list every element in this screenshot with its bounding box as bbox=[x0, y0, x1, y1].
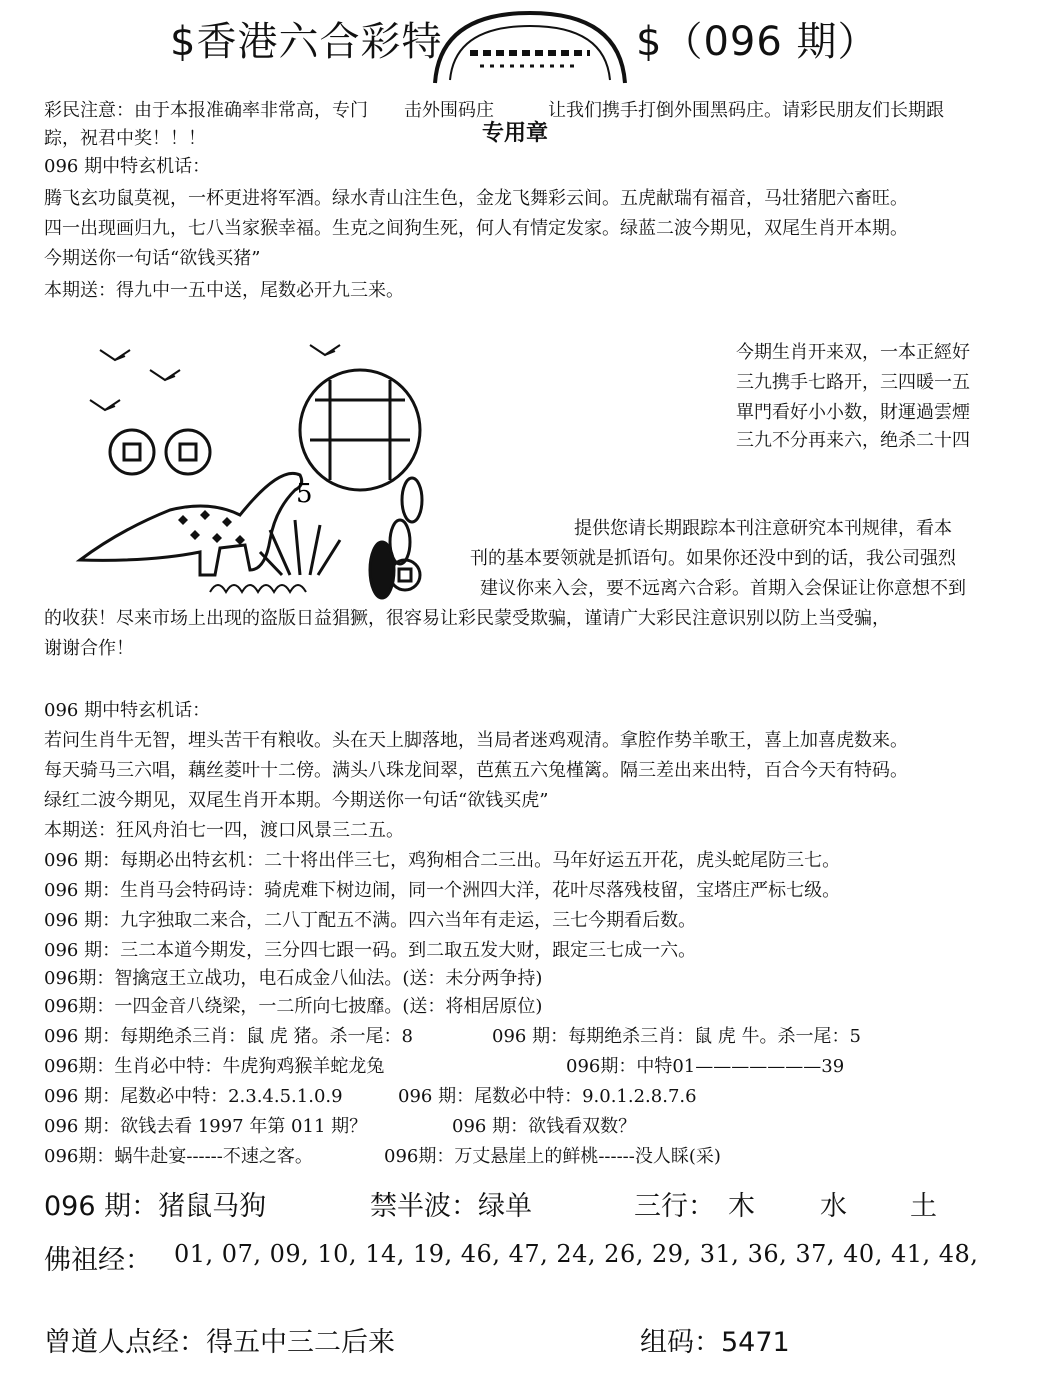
pair-left: 096 期：尾数必中特：2.3.4.5.1.0.9 bbox=[44, 1086, 343, 1107]
bird-icon bbox=[90, 345, 340, 410]
advice-line: 谢谢合作！ bbox=[44, 638, 134, 659]
intro-line-1b: 击外围码庄 bbox=[404, 100, 494, 121]
buddha-label: 佛祖经： bbox=[44, 1245, 152, 1276]
pair-right: 096期：中特01———————39 bbox=[566, 1056, 845, 1077]
pair-left: 096期：生肖必中特：牛虎狗鸡猴羊蛇龙兔 bbox=[44, 1056, 385, 1077]
section2-line: 096 期：每期必出特玄机：二十将出伴三七，鸡狗相合二三出。马年好运五开花，虎头蛇尾防三七。 bbox=[44, 850, 841, 871]
section1-line: 今期送你一句话“欲钱买猪” bbox=[44, 248, 261, 269]
section2-heading: 096 期中特玄机话： bbox=[44, 700, 211, 721]
pair-right: 096期：万丈悬崖上的鲜桃------没人睬(采) bbox=[384, 1146, 721, 1167]
summary-element: 木 bbox=[728, 1191, 755, 1222]
poem-line: 三九不分再来六，绝杀二十四 bbox=[736, 430, 970, 451]
taoist-line: 曾道人点经：得五中三二后来 bbox=[44, 1327, 395, 1358]
section2-line: 096期：一四金音八绕梁，一二所向七披靡。(送：将相居原位) bbox=[44, 996, 543, 1017]
poem-line: 三九携手七路开，三四暖一五 bbox=[736, 372, 970, 393]
summary-ban: 禁半波：绿单 bbox=[370, 1191, 532, 1222]
section2-line: 096 期：三二本道今期发，三分四七跟一码。到二取五发大财，跟定三七成一六。 bbox=[44, 940, 697, 961]
section2-line: 每天骑马三六唱，藕丝菱叶十二傍。满头八珠龙间翠，芭蕉五六兔槿篱。隔三差出来出特，百合今天有特码。 bbox=[44, 760, 908, 781]
dinosaur-illustration-icon bbox=[60, 330, 480, 610]
section2-line: 096 期：生肖马会特码诗：骑虎难下树边闹，同一个洲四大洋，花叶尽落残枝留，宝塔庄严标七级。 bbox=[44, 880, 841, 901]
poem-line: 單門看好小小数，財運過雲煙 bbox=[736, 402, 970, 423]
intro-line-1c: 让我们携手打倒外围黑码庄。请彩民朋友们长期跟 bbox=[548, 100, 944, 121]
advice-line: 的收获！尽来市场上出现的盗版日益猖獗，很容易让彩民蒙受欺骗，谨请广大彩民注意识别以防上当受骗， bbox=[44, 608, 890, 629]
summary-elements-label: 三行： bbox=[634, 1191, 715, 1222]
section1-heading: 096 期中特玄机话： bbox=[44, 156, 211, 177]
pair-left: 096 期：欲钱去看 1997 年第 011 期？ bbox=[44, 1116, 368, 1137]
advice-line: 提供您请长期跟踪本刊注意研究本刊规律，看本 bbox=[574, 518, 952, 539]
seal-stamp-icon bbox=[430, 8, 630, 86]
pair-right: 096 期：欲钱看双数？ bbox=[452, 1116, 637, 1137]
lantern-icon bbox=[300, 370, 422, 598]
dinosaur-number: 5 bbox=[296, 479, 313, 509]
intro-line-2: 踪，祝君中奖！！！ bbox=[44, 128, 206, 149]
pair-right: 096 期：每期绝杀三肖：鼠 虎 牛。杀一尾：5 bbox=[492, 1026, 861, 1047]
section1-line: 腾飞玄功鼠莫视，一杯更进将军酒。绿水青山注生色，金龙飞舞彩云间。五虎献瑞有福音，马壮猪肥六畜旺。 bbox=[44, 188, 908, 209]
title-left: $香港六合彩特 bbox=[170, 19, 443, 65]
summary-zodiac: 096 期：猪鼠马狗 bbox=[44, 1191, 267, 1222]
summary-element: 土 bbox=[910, 1191, 937, 1222]
intro-line-1a: 彩民注意：由于本报准确率非常高，专门 bbox=[44, 100, 368, 121]
title-right: $（096 期） bbox=[636, 19, 879, 65]
seal-label: 专用章 bbox=[482, 121, 549, 146]
section2-line: 绿红二波今期见，双尾生肖开本期。今期送你一句话“欲钱买虎” bbox=[44, 790, 549, 811]
group-code: 组码：5471 bbox=[640, 1327, 790, 1358]
section2-line: 096 期：九字独取二来合，二八丁配五不满。四六当年有走运，三七今期看后数。 bbox=[44, 910, 697, 931]
section1-line: 四一出现画归九，七八当家猴幸福。生克之间狗生死，何人有情定发家。绿蓝二波今期见，双尾生肖开本期。 bbox=[44, 218, 908, 239]
section2-line: 096期：智擒寇王立战功，电石成金八仙法。(送：未分两争持) bbox=[44, 968, 543, 989]
summary-element: 水 bbox=[820, 1191, 847, 1222]
section2-line: 本期送：狂风舟泊七一四，渡口风景三二五。 bbox=[44, 820, 404, 841]
cloud-icon bbox=[210, 585, 306, 592]
pair-right: 096 期：尾数必中特：9.0.1.2.8.7.6 bbox=[398, 1086, 697, 1107]
section2-line: 若问生肖牛无智，埋头苦干有粮收。头在天上脚落地，当局者迷鸡观清。拿腔作势羊歌王，喜上加喜虎数来。 bbox=[44, 730, 908, 751]
section1-line: 本期送：得九中一五中送，尾数必开九三来。 bbox=[44, 280, 404, 301]
pair-left: 096期：蜗牛赴宴------不速之客。 bbox=[44, 1146, 313, 1167]
advice-line: 建议你来入会，要不远离六合彩。首期入会保证让你意想不到 bbox=[480, 578, 966, 599]
poem-line: 今期生肖开来双，一本正經好 bbox=[736, 342, 970, 363]
advice-line: 刊的基本要领就是抓语句。如果你还没中到的话，我公司强烈 bbox=[470, 548, 956, 569]
buddha-numbers: 01, 07, 09, 10, 14, 19, 46, 47, 24, 26, 29, 31, 36, 37, 40, 41, 48, bbox=[174, 1240, 979, 1268]
pair-left: 096 期：每期绝杀三肖：鼠 虎 猪。杀一尾：8 bbox=[44, 1026, 413, 1047]
